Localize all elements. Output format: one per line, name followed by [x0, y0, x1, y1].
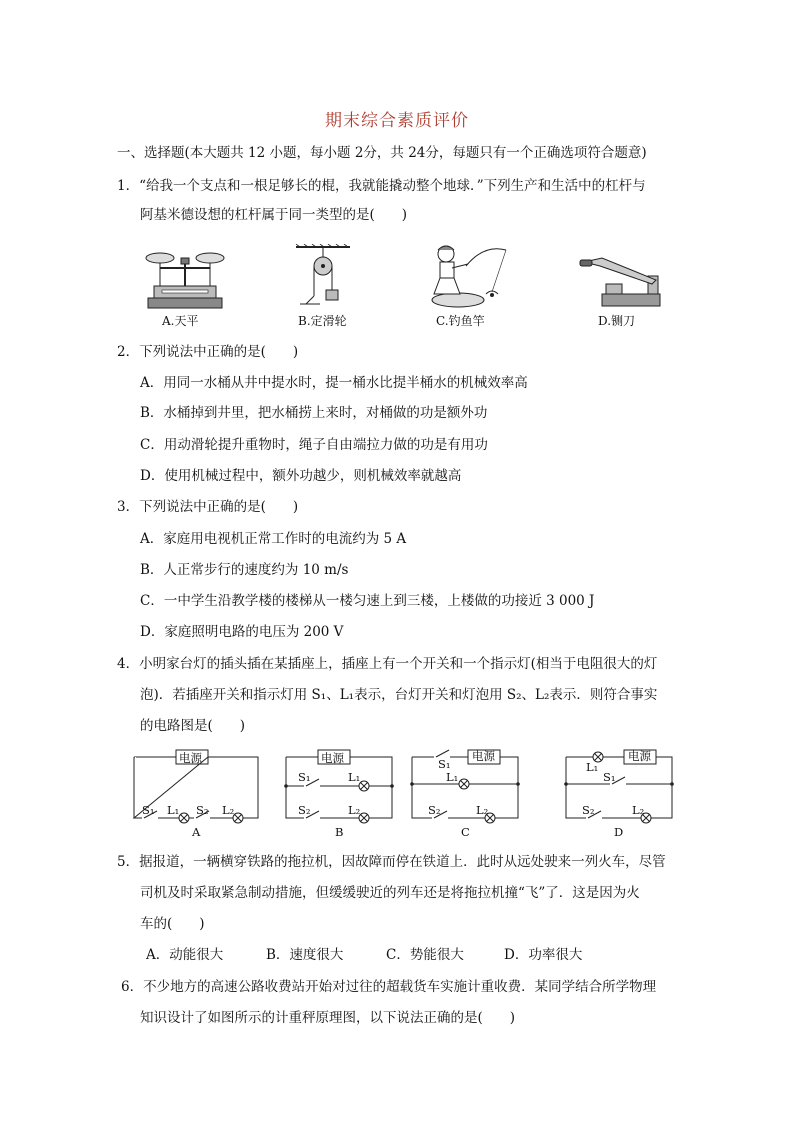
- balance-scale-figure: [140, 246, 230, 310]
- circuit-c-s2: S₂: [428, 803, 441, 817]
- q3-option-c: C．一中学生沿教学楼的楼梯从一楼匀速上到三楼，上楼做的功接近 3 000 J: [140, 593, 595, 609]
- q2-stem: 2．下列说法中正确的是( ): [117, 344, 299, 360]
- circuit-c-caption: C: [461, 825, 470, 839]
- q1-caption-d: D.铡刀: [598, 314, 636, 328]
- q5-option-d: D．功率很大: [504, 947, 583, 963]
- q5-stem-line3: 车的( ): [140, 916, 205, 932]
- circuit-b-l2: L₂: [348, 803, 361, 817]
- circuit-a-caption: A: [192, 825, 201, 839]
- circuit-d-diagram: [564, 746, 676, 828]
- q2-option-c: C．用动滑轮提升重物时，绳子自由端拉力做的功是有用功: [140, 437, 488, 453]
- q3-option-b: B．人正常步行的速度约为 10 m/s: [140, 562, 349, 578]
- circuit-c-power-label: 电源: [472, 749, 495, 763]
- circuit-b-s2: S₂: [298, 803, 311, 817]
- q4-stem-line3: 的电路图是( ): [140, 718, 246, 734]
- q5-stem-line1: 5．据报道，一辆横穿铁路的拖拉机，因故障而停在铁道上．此时从远处驶来一列火车，尽管: [117, 854, 666, 870]
- circuit-b-power-label: 电源: [321, 751, 344, 765]
- q4-stem-line2: 泡)．若插座开关和指示灯用 S₁、L₁表示，台灯开关和灯泡用 S₂、L₂表示．则符合事实: [140, 687, 658, 703]
- circuit-d-power-label: 电源: [628, 749, 651, 763]
- circuit-a-power-label: 电源: [179, 751, 202, 765]
- circuit-a-s2: S₂: [196, 803, 209, 817]
- q5-option-c: C．势能很大: [386, 947, 464, 963]
- page-title: 期末综合素质评价: [325, 111, 469, 131]
- q5-option-b: B．速度很大: [266, 947, 344, 963]
- q1-caption-b: B.定滑轮: [298, 314, 347, 328]
- q2-option-d: D．使用机械过程中，额外功越少，则机械效率就越高: [140, 468, 462, 484]
- q3-option-a: A．家庭用电视机正常工作时的电流约为 5 A: [140, 531, 407, 547]
- circuit-b-caption: B: [335, 825, 344, 839]
- circuit-c-diagram: [410, 746, 522, 828]
- circuit-a-s1: S₁: [142, 803, 155, 817]
- q1-stem-line2: 阿基米德设想的杠杆属于同一类型的是( ): [140, 207, 408, 223]
- section-heading: 一、选择题(本大题共 12 小题，每小题 2分，共 24分，每题只有一个正确选项符合题意): [117, 145, 647, 161]
- circuit-b-s1: S₁: [298, 770, 311, 784]
- q1-caption-c: C.钓鱼竿: [436, 314, 485, 328]
- circuit-c-l1: L₁: [446, 770, 459, 784]
- circuit-d-l2: L₂: [632, 803, 645, 817]
- fishing-rod-figure: [422, 240, 510, 310]
- circuit-b-l1: L₁: [348, 770, 361, 784]
- circuit-a-l2: L₂: [222, 803, 235, 817]
- q1-stem-line1: 1．“给我一个支点和一根足够长的棍，我就能撬动整个地球．”下列生产和生活中的杠杆与: [117, 178, 646, 194]
- circuit-d-l1: L₁: [586, 760, 599, 774]
- q2-option-a: A．用同一水桶从井中提水时，提一桶水比提半桶水的机械效率高: [140, 375, 528, 391]
- fixed-pulley-figure: [292, 244, 354, 310]
- q4-stem-line1: 4．小明家台灯的插头插在某插座上，插座上有一个开关和一个指示灯(相当于电阻很大的灯: [117, 656, 658, 672]
- q2-option-b: B．水桶掉到井里，把水桶捞上来时，对桶做的功是额外功: [140, 405, 488, 421]
- guillotine-cutter-figure: [578, 254, 664, 308]
- q5-stem-line2: 司机及时采取紧急制动措施，但缓缓驶近的列车还是将拖拉机撞“飞”了．这是因为火: [140, 885, 640, 901]
- q3-option-d: D．家庭照明电路的电压为 200 V: [140, 624, 344, 640]
- circuit-d-caption: D: [614, 825, 624, 839]
- q3-stem: 3．下列说法中正确的是( ): [117, 499, 299, 515]
- circuit-a-l1: L₁: [167, 803, 180, 817]
- circuit-d-s2: S₂: [582, 803, 595, 817]
- circuit-d-s1: S₁: [603, 770, 616, 784]
- q1-caption-a: A.天平: [162, 314, 199, 328]
- circuit-c-s1: S₁: [438, 757, 451, 771]
- circuit-c-l2: L₂: [476, 803, 489, 817]
- q6-stem-line2: 知识设计了如图所示的计重秤原理图，以下说法正确的是( ): [140, 1010, 516, 1026]
- q5-option-a: A．动能很大: [146, 947, 224, 963]
- q6-stem-line1: 6．不少地方的高速公路收费站开始对过往的超载货车实施计重收费．某同学结合所学物理: [121, 979, 657, 995]
